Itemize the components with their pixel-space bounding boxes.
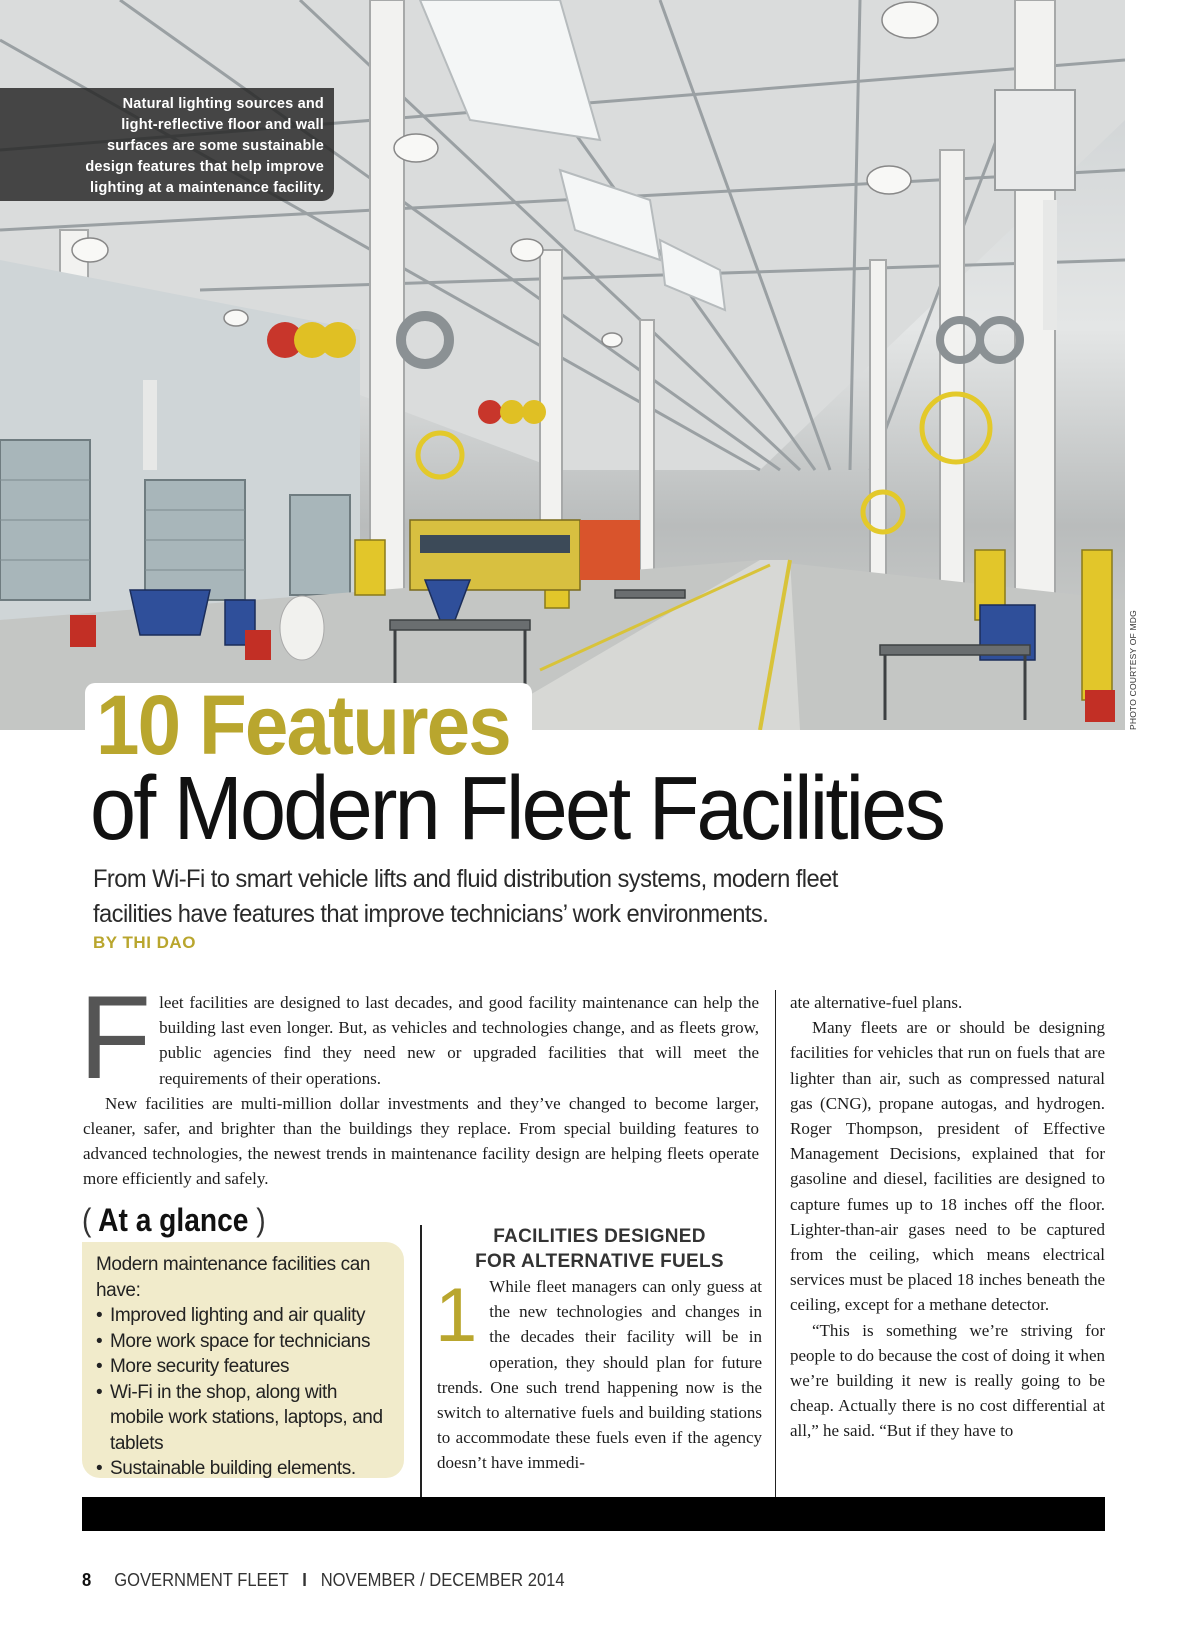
headline-line-1: 10 Features xyxy=(96,678,510,772)
headline-line-2: of Modern Fleet Facilities xyxy=(90,759,944,859)
black-bar xyxy=(82,1497,1105,1531)
caption-line: Natural lighting sources and xyxy=(122,96,324,112)
at-a-glance-box xyxy=(82,1242,404,1478)
at-a-glance-heading xyxy=(82,1202,266,1239)
right-paragraph-1: ate alternative-fuel plans. xyxy=(790,993,963,1012)
glance-lead: Modern maintenance facilities can have: xyxy=(96,1254,371,1301)
caption-line: light-reflective floor and wall xyxy=(121,117,324,133)
intro-paragraph-2: New facilities are multi-million dollar investments and they’ve changed to become larger, cleaner, safer, and brighter than the buildings they replace. From special building features to advanced technologies, the newest trends in maintenance facility design are helping fleets operate more efficiently and safely. xyxy=(83,1093,759,1189)
footer-separator: I xyxy=(302,1570,307,1590)
section-1-heading xyxy=(437,1224,762,1274)
caption-line: design features that help improve xyxy=(85,159,324,175)
glance-item: • More security features xyxy=(96,1354,392,1380)
bracket-open: ( xyxy=(82,1202,92,1238)
caption-line: surfaces are some sustainable xyxy=(107,138,324,154)
photo-credit-text: PHOTO COURTESY OF MDG xyxy=(1128,610,1138,730)
glance-item: • Improved lighting and air quality xyxy=(96,1303,392,1329)
dek xyxy=(93,862,853,932)
section-number: 1 xyxy=(435,1273,478,1358)
magazine-name: GOVERNMENT FLEET xyxy=(114,1570,289,1590)
intro-paragraph-1: leet facilities are designed to last decades, and good facility maintenance can help the building last even longer. But, as vehicles and technologies change, and as fleets grow, public agencies find they need new or upgraded facilities that will meet the requirements of their operations. xyxy=(159,993,759,1088)
photo-credit xyxy=(1128,610,1142,730)
column-rule xyxy=(420,1225,422,1497)
byline: BY THI DAO xyxy=(93,933,196,952)
glance-list xyxy=(96,1303,392,1482)
section-1-paragraph: While fleet managers can only guess at the new technologies and changes in the decades their facility will be in operation, they should plan for future trends. One such trend happening now is the switch to alternative fuels and building stations to accommodate these fuels even if the agency doesn’t have immedi- xyxy=(437,1277,762,1473)
page-number: 8 xyxy=(82,1570,92,1590)
photo-caption xyxy=(0,88,334,201)
section-1-body xyxy=(437,1274,762,1476)
intro-text xyxy=(79,972,759,1192)
dek-line: facilities have features that improve technicians’ work environments. xyxy=(93,900,769,928)
glance-item: • More work space for technicians xyxy=(96,1329,392,1355)
at-a-glance-title: At a glance xyxy=(98,1202,249,1238)
dek-line: From Wi-Fi to smart vehicle lifts and fluid distribution systems, modern fleet xyxy=(93,865,838,893)
section-heading-line: FOR ALTERNATIVE FUELS xyxy=(475,1251,724,1272)
glance-item: • Sustainable building elements. xyxy=(96,1456,392,1482)
section-heading-line: FACILITIES DESIGNED xyxy=(493,1226,706,1247)
glance-item: • Wi-Fi in the shop, along with mobile work stations, laptops, and tablets xyxy=(96,1380,392,1457)
page-footer xyxy=(82,1570,565,1591)
hero-photo xyxy=(0,0,1125,730)
caption-line: lighting at a maintenance facility. xyxy=(90,180,324,196)
drop-cap: F xyxy=(79,972,152,1104)
section-1 xyxy=(437,1224,762,1476)
right-paragraph-2: Many fleets are or should be designing facilities for vehicles that run on fuels that are lighter than air, such as compressed natural gas (CNG), propane autogas, and hydrogen. Roger Thompson, president of Effective Management Decisions, explained that for gasoline and diesel, facilities are designed to capture fumes up to 18 inches off the floor. Lighter-than-air gases need to be captured from the ceiling, which means electrical services must be placed 18 inches beneath the ceiling, except for a methane detector. xyxy=(790,1018,1105,1315)
bracket-close: ) xyxy=(256,1202,266,1238)
column-rule xyxy=(775,990,776,1497)
issue-date: NOVEMBER / DECEMBER 2014 xyxy=(320,1570,565,1590)
right-paragraph-3: “This is something we’re striving for people to do because the cost of doing it when we’re building it new is really going to be cheap. Actually there is no cost differential at all,” he said. “But if they have to xyxy=(790,1320,1105,1441)
right-column xyxy=(790,990,1105,1444)
